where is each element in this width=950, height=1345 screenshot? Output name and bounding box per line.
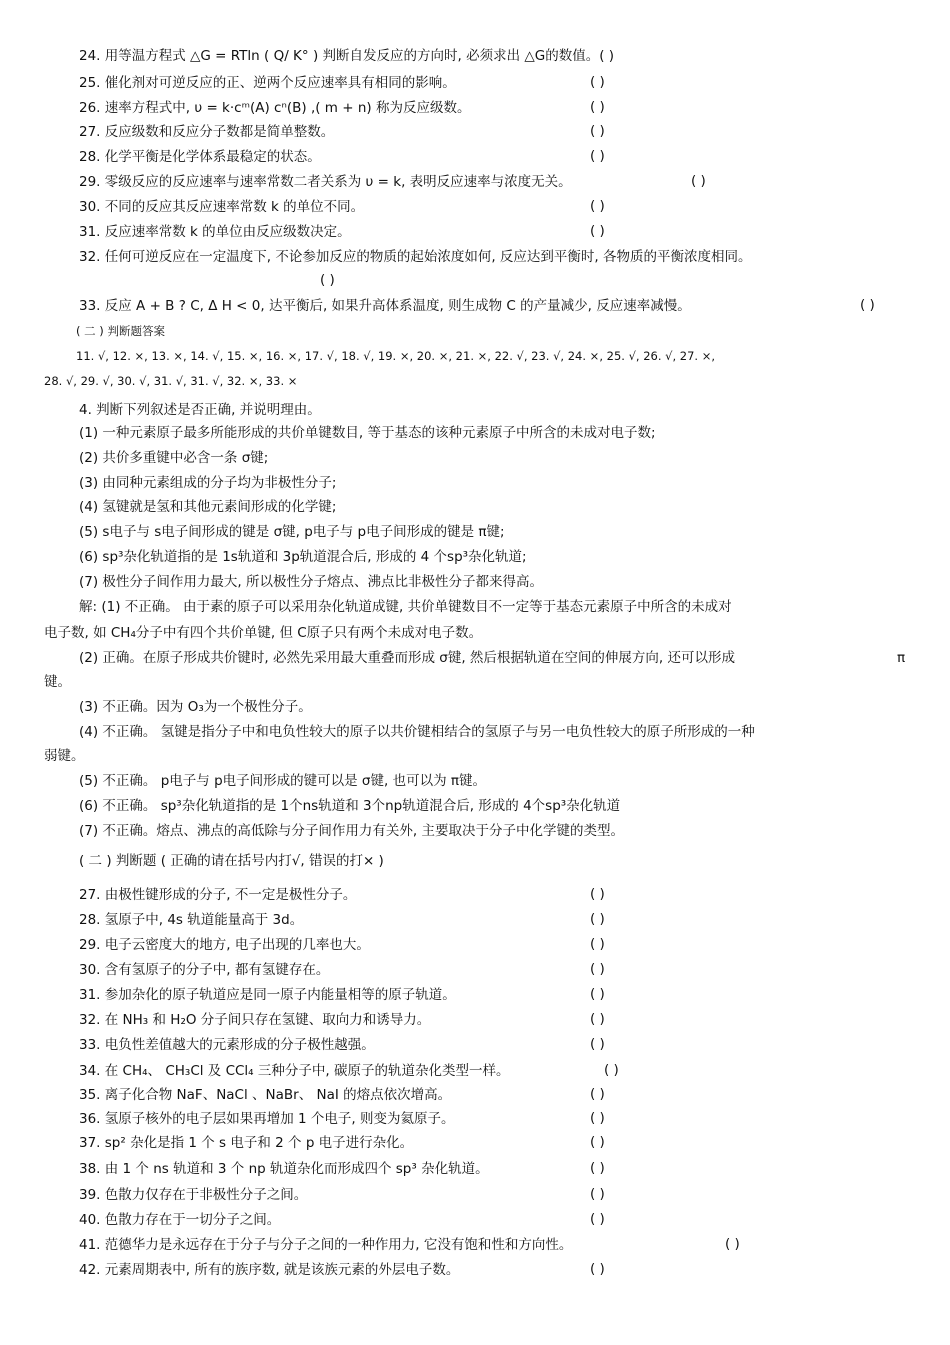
q4-statement-1: (1) 一种元素原子最多所能形成的共价单键数目, 等于基态的该种元素原子中所含的未成对电子数; — [79, 425, 656, 441]
answer-bracket: ( ) — [590, 1186, 605, 1202]
answer-bracket: ( ) — [590, 936, 605, 952]
answer-bracket: ( ) — [590, 1110, 605, 1126]
answers-line-1: 11. √, 12. ×, 13. ×, 14. √, 15. ×, 16. ×, 17. √, 18. √, 19. ×, 20. ×, 21. ×, 22. √, 23. √, 24. ×, 25. √, 26. √, 27. ×, — [76, 349, 716, 363]
q4-answer-2b: 键。 — [44, 674, 71, 690]
answer-bracket: ( ) — [590, 223, 605, 239]
answer-bracket: ( ) — [590, 911, 605, 927]
question-29b: 29. 电子云密度大的地方, 电子出现的几率也大。 — [79, 937, 370, 953]
section-title: ( 二 ) 判断题 ( 正确的请在括号内打√, 错误的打× ) — [79, 853, 384, 869]
answer-bracket: ( ) — [590, 1261, 605, 1277]
answer-bracket: ( ) — [590, 148, 605, 164]
q4-answer-7: (7) 不正确。熔点、沸点的高低除与分子间作用力有关外, 主要取决于分子中化学键的类型。 — [79, 823, 624, 839]
q4-answer-1b: 电子数, 如 CH₄分子中有四个共价单键, 但 C原子只有两个未成对电子数。 — [44, 625, 483, 641]
q4-answer-3: (3) 不正确。因为 O₃为一个极性分子。 — [79, 699, 312, 715]
answer-bracket: ( ) — [590, 986, 605, 1002]
q4-statement-7: (7) 极性分子间作用力最大, 所以极性分子熔点、沸点比非极性分子都来得高。 — [79, 574, 543, 590]
answer-bracket: ( ) — [590, 1011, 605, 1027]
answer-bracket: ( ) — [590, 961, 605, 977]
question-30b: 30. 含有氢原子的分子中, 都有氢键存在。 — [79, 962, 330, 978]
answer-bracket: ( ) — [320, 272, 335, 288]
question-25: 25. 催化剂对可逆反应的正、逆两个反应速率具有相同的影响。 — [79, 75, 456, 91]
question-24: 24. 用等温方程式 △G = RTln ( Q/ K° ) 判断自发反应的方向时, 必须求出 △G的数值。( ) — [79, 48, 615, 64]
q4-statement-2: (2) 共价多重键中必含一条 σ键; — [79, 450, 269, 466]
question-32: 32. 任何可逆反应在一定温度下, 不论参加反应的物质的起始浓度如何, 反应达到平衡时, 各物质的平衡浓度相同。 — [79, 249, 752, 265]
question-31b: 31. 参加杂化的原子轨道应是同一原子内能量相等的原子轨道。 — [79, 987, 456, 1003]
answers-line-2: 28. √, 29. √, 30. √, 31. √, 31. √, 32. ×, 33. × — [44, 374, 298, 388]
question-42: 42. 元素周期表中, 所有的族序数, 就是该族元素的外层电子数。 — [79, 1262, 460, 1278]
question-35: 35. 离子化合物 NaF、NaCl 、NaBr、 NaI 的熔点依次增高。 — [79, 1087, 452, 1103]
question-32b: 32. 在 NH₃ 和 H₂O 分子间只存在氢键、取向力和诱导力。 — [79, 1012, 431, 1028]
q4-answer-6: (6) 不正确。 sp³杂化轨道指的是 1个ns轨道和 3个np轨道混合后, 形成的 4个sp³杂化轨道 — [79, 798, 621, 814]
question-26: 26. 速率方程式中, υ = k·cᵐ(A) cⁿ(B) ,( m + n) 称为反应级数。 — [79, 100, 471, 116]
q4-answer-2a: (2) 正确。在原子形成共价键时, 必然先采用最大重叠而形成 σ键, 然后根据轨道在空间的伸展方向, 还可以形成 — [79, 650, 736, 666]
q4-answer-2-pi: π — [897, 650, 906, 666]
answer-bracket: ( ) — [590, 1211, 605, 1227]
question-29: 29. 零级反应的反应速率与速率常数二者关系为 υ = k, 表明反应速率与浓度无关。 — [79, 174, 572, 190]
question-33b: 33. 电负性差值越大的元素形成的分子极性越强。 — [79, 1037, 375, 1053]
answer-bracket: ( ) — [590, 1160, 605, 1176]
answer-bracket: ( ) — [604, 1062, 619, 1078]
q4-statement-5: (5) s电子与 s电子间形成的键是 σ键, p电子与 p电子间形成的键是 π键; — [79, 524, 505, 540]
question-40: 40. 色散力存在于一切分子之间。 — [79, 1212, 281, 1228]
q4-answer-1a: 解: (1) 不正确。 由于素的原子可以采用杂化轨道成键, 共价单键数目不一定等于基态元素原子中所含的未成对 — [79, 599, 732, 615]
answer-bracket: ( ) — [590, 99, 605, 115]
question-36: 36. 氢原子核外的电子层如果再增加 1 个电子, 则变为氦原子。 — [79, 1111, 455, 1127]
q4-answer-5: (5) 不正确。 p电子与 p电子间形成的键可以是 σ键, 也可以为 π键。 — [79, 773, 486, 789]
answers-title: ( 二 ) 判断题答案 — [76, 324, 165, 338]
q4-statement-3: (3) 由同种元素组成的分子均为非极性分子; — [79, 475, 337, 491]
question-37: 37. sp² 杂化是指 1 个 s 电子和 2 个 p 电子进行杂化。 — [79, 1135, 414, 1151]
question-31: 31. 反应速率常数 k 的单位由反应级数决定。 — [79, 224, 351, 240]
question-30: 30. 不同的反应其反应速率常数 k 的单位不同。 — [79, 199, 365, 215]
question-41: 41. 范德华力是永远存在于分子与分子之间的一种作用力, 它没有饱和性和方向性。 — [79, 1237, 573, 1253]
answer-bracket: ( ) — [590, 1134, 605, 1150]
question-28b: 28. 氢原子中, 4s 轨道能量高于 3d。 — [79, 912, 304, 928]
q4-statement-4: (4) 氢键就是氢和其他元素间形成的化学键; — [79, 499, 337, 515]
answer-bracket: ( ) — [725, 1236, 740, 1252]
question-28: 28. 化学平衡是化学体系最稳定的状态。 — [79, 149, 321, 165]
answer-bracket: ( ) — [590, 123, 605, 139]
question-27: 27. 反应级数和反应分子数都是简单整数。 — [79, 124, 335, 140]
answer-bracket: ( ) — [590, 74, 605, 90]
q4-answer-4b: 弱键。 — [44, 748, 85, 764]
answer-bracket: ( ) — [590, 886, 605, 902]
answer-bracket: ( ) — [590, 198, 605, 214]
answer-bracket: ( ) — [590, 1036, 605, 1052]
q4-stem: 4. 判断下列叙述是否正确, 并说明理由。 — [79, 402, 321, 418]
answer-bracket: ( ) — [860, 297, 875, 313]
answer-bracket: ( ) — [590, 1086, 605, 1102]
question-38: 38. 由 1 个 ns 轨道和 3 个 np 轨道杂化而形成四个 sp³ 杂化轨道。 — [79, 1161, 489, 1177]
question-39: 39. 色散力仅存在于非极性分子之间。 — [79, 1187, 308, 1203]
question-27b: 27. 由极性键形成的分子, 不一定是极性分子。 — [79, 887, 357, 903]
question-34: 34. 在 CH₄、 CH₃Cl 及 CCl₄ 三种分子中, 碳原子的轨道杂化类型一样。 — [79, 1063, 510, 1079]
q4-answer-4a: (4) 不正确。 氢键是指分子中和电负性较大的原子以共价键相结合的氢原子与另一电负性较大的原子所形成的一种 — [79, 724, 755, 740]
q4-statement-6: (6) sp³杂化轨道指的是 1s轨道和 3p轨道混合后, 形成的 4 个sp³杂化轨道; — [79, 549, 527, 565]
answer-bracket: ( ) — [691, 173, 706, 189]
question-33: 33. 反应 A + B ? C, Δ H < 0, 达平衡后, 如果升高体系温度, 则生成物 C 的产量减少, 反应速率减慢。 — [79, 298, 691, 314]
